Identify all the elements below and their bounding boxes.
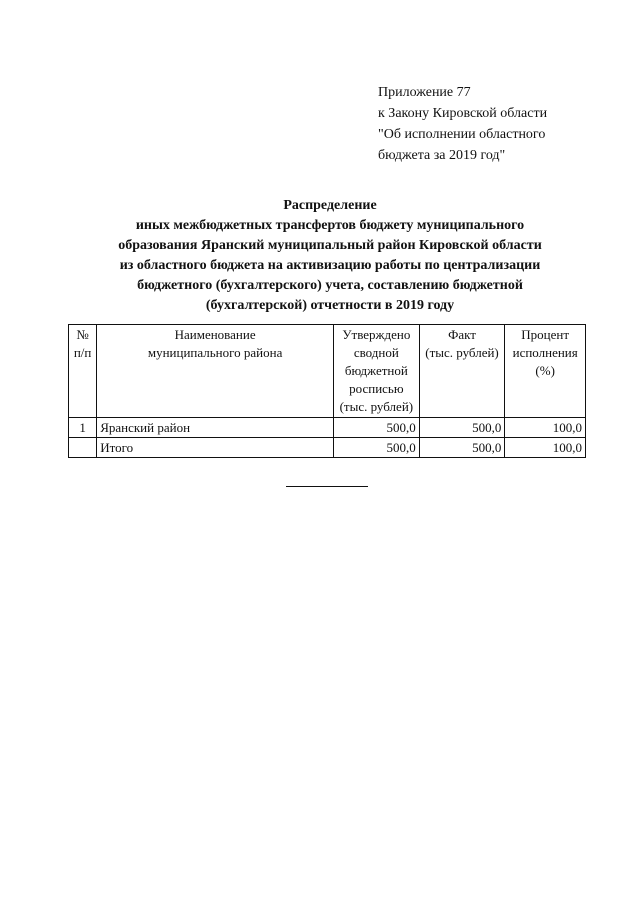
header-text: росписью	[349, 381, 404, 396]
cell-name: Итого	[97, 438, 334, 458]
table-header-row	[69, 325, 586, 418]
header-text: п/п	[73, 345, 92, 360]
title-line: бюджетного (бухгалтерского) учета, составлению бюджетной	[137, 278, 523, 293]
cell-percent: 100,0	[505, 418, 586, 438]
table-row	[69, 418, 586, 438]
header-text: №	[76, 327, 89, 342]
cell-num	[69, 438, 97, 458]
cell-name: Яранский район	[97, 418, 334, 438]
header-plan	[334, 325, 420, 418]
cell-fact: 500,0	[419, 418, 505, 438]
title-line: Распределение	[283, 198, 377, 213]
annex-line: "Об исполнении областного	[378, 127, 546, 142]
cell-plan: 500,0	[334, 438, 420, 458]
header-text: (%)	[535, 363, 555, 378]
cell-num: 1	[69, 418, 97, 438]
cell-fact: 500,0	[419, 438, 505, 458]
header-text: (тыс. рублей)	[425, 345, 499, 360]
document-title	[60, 196, 600, 316]
title-line: образования Яранский муниципальный район Кировской области	[118, 238, 542, 253]
header-text: Наименование	[174, 327, 256, 342]
table-total-row	[69, 438, 586, 458]
title-line: из областного бюджета на активизацию работы по централизации	[119, 258, 541, 273]
header-num	[69, 325, 97, 418]
annex-line: Приложение 77	[378, 85, 471, 100]
header-percent	[505, 325, 586, 418]
header-text: бюджетной	[344, 363, 408, 378]
header-fact	[419, 325, 505, 418]
annex-line: к Закону Кировской области	[378, 106, 548, 121]
title-line: иных межбюджетных трансфертов бюджету муниципального	[135, 218, 525, 233]
end-divider	[286, 486, 368, 487]
title-line: (бухгалтерской) отчетности в 2019 году	[205, 298, 455, 313]
header-text: Утверждено	[342, 327, 411, 342]
cell-percent: 100,0	[505, 438, 586, 458]
header-text: (тыс. рублей)	[339, 399, 414, 414]
header-text: исполнения	[512, 345, 578, 360]
cell-plan: 500,0	[334, 418, 420, 438]
header-name	[97, 325, 334, 418]
header-text: Факт	[448, 327, 476, 342]
header-text: муниципального района	[147, 345, 283, 360]
distribution-table	[68, 324, 586, 458]
annex-line: бюджета за 2019 год"	[378, 148, 506, 163]
annex-block	[378, 82, 547, 166]
header-text: Процент	[521, 327, 570, 342]
header-text: сводной	[353, 345, 399, 360]
